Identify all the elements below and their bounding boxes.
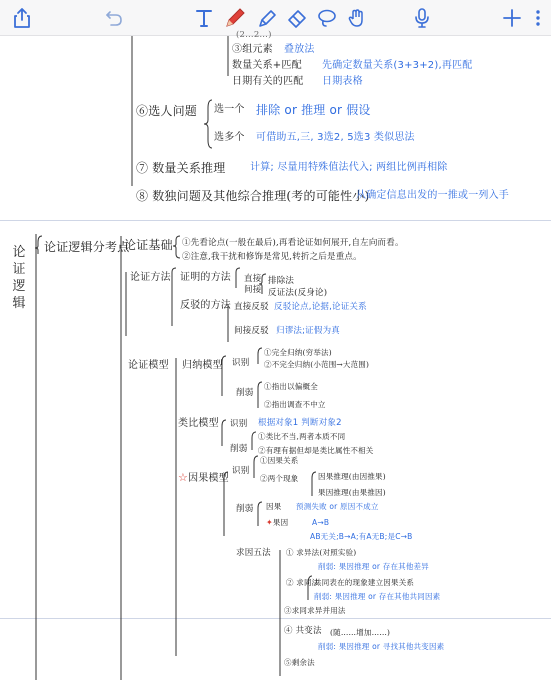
- note-line: ②不完全归纳(小范围→大范围): [264, 360, 370, 369]
- note-line: 日期有关的匹配: [232, 76, 304, 87]
- note-line: 削弱: [236, 504, 254, 514]
- note-line: 共同表在的现象建立因果关系: [314, 578, 415, 587]
- note-line: 直接: [244, 274, 262, 284]
- note-annotation: 先确定数量关系(3+3+2),再匹配: [322, 60, 473, 71]
- note-line: 间接: [244, 285, 262, 295]
- note-line: ☆因果模型: [178, 471, 229, 484]
- note-line: 选多个: [214, 132, 245, 143]
- undo-icon[interactable]: [100, 4, 128, 32]
- note-line: 求因五法: [236, 548, 271, 558]
- note-heading: 论证逻辑分考点: [44, 240, 130, 254]
- note-line: ②指出调查不中立: [264, 400, 326, 409]
- note-annotation: 预测失败 or 原因不成立: [296, 502, 379, 511]
- note-annotation: AB无关;B→A;有A无B;是C→B: [310, 532, 413, 541]
- microphone-icon[interactable]: [408, 4, 436, 32]
- note-line: ①完全归纳(穷举法): [264, 348, 332, 357]
- note-heading: 论证基础: [124, 238, 173, 252]
- note-heading: ⑧ 数独问题及其他综合推理(考的可能性小): [136, 189, 370, 203]
- note-heading: 论证模型: [128, 360, 169, 371]
- page-rule: [0, 618, 551, 619]
- section-title: 论证逻辑: [12, 245, 26, 311]
- note-line: 反证法(反身论): [268, 288, 328, 298]
- note-line: ③组元素: [232, 44, 273, 55]
- note-heading: 论证方法: [130, 272, 171, 283]
- note-line: (随……增加……): [330, 628, 391, 637]
- note-line: 数量关系+匹配: [232, 60, 302, 71]
- note-annotation: 削弱: 果因推理 or 寻找其他共变因素: [318, 642, 445, 651]
- note-annotation: 根据对象1 判断对象2: [258, 418, 342, 428]
- note-line: 因果推理(由因推果): [318, 472, 386, 481]
- note-line: 反驳的方法: [180, 300, 231, 311]
- note-line: ①类比不当,两者本质不同: [258, 432, 346, 441]
- note-line: 选一个: [214, 104, 245, 115]
- note-annotation: 日期表格: [322, 76, 363, 87]
- note-line: 识别: [232, 358, 250, 368]
- toolbar: [0, 0, 551, 36]
- note-annotation: 叠放法: [284, 44, 315, 55]
- eraser-tool-icon[interactable]: [283, 4, 311, 32]
- note-line: 间接反驳: [234, 326, 269, 336]
- note-line: ✦果因: [266, 518, 289, 527]
- highlighter-tool-icon[interactable]: [253, 4, 281, 32]
- note-line: ①先看论点(一般在最后),再看论证如何展开,自左向而看。: [182, 238, 404, 248]
- note-line: ②注意,我干扰和修饰是常见,转折之后是重点。: [182, 252, 362, 262]
- note-heading: ⑥选人问题: [136, 104, 198, 118]
- note-annotation: 计算; 尽量用特殊值法代入; 两组比例再相除: [250, 162, 448, 173]
- lasso-tool-icon[interactable]: [313, 4, 341, 32]
- note-line: ③求同求异并用法: [284, 606, 346, 615]
- note-annotation: 从确定信息出发的一推或一列入手: [356, 190, 509, 201]
- note-line: ②两个现象: [260, 474, 299, 483]
- note-annotation: A→B: [312, 518, 330, 527]
- note-line: 削弱: [230, 444, 248, 454]
- page-rule: [0, 220, 551, 221]
- note-line: 直接反驳: [234, 302, 269, 312]
- note-line: 识别: [230, 419, 248, 429]
- note-line: ①指出以偏概全: [264, 382, 318, 391]
- note-line: 归纳模型: [182, 360, 223, 371]
- note-line: ①因果关系: [260, 456, 299, 465]
- note-annotation: 排除 or 推理 or 假设: [256, 103, 371, 117]
- note-line: 果因推理(由果推因): [318, 488, 386, 497]
- note-line: ② 求同法: [286, 578, 320, 587]
- note-annotation: 反驳论点,论据,论证关系: [274, 302, 367, 312]
- plus-icon[interactable]: [498, 4, 526, 32]
- note-heading: ⑦ 数量关系推理: [136, 161, 226, 175]
- note-annotation: 可借助五,三, 3选2, 5选3 类似思法: [256, 132, 415, 143]
- note-annotation: 归谬法;证假为真: [276, 326, 340, 336]
- note-line: 类比模型: [178, 418, 219, 429]
- note-line: 识别: [232, 466, 250, 476]
- note-annotation: 削弱: 果因推理 or 存在其他共同因素: [314, 592, 441, 601]
- text-tool-icon[interactable]: [190, 4, 218, 32]
- more-icon[interactable]: [527, 4, 549, 32]
- note-line: ④ 共变法: [284, 626, 322, 636]
- note-line: ②有理有据但却是类比属性不相关: [258, 446, 374, 455]
- note-line: (2…2…): [236, 30, 272, 40]
- note-line: 证明的方法: [180, 272, 231, 283]
- note-line: ① 求异法(对照实验): [286, 548, 357, 557]
- star-icon: ☆: [178, 471, 189, 484]
- note-line: 削弱: [236, 388, 254, 398]
- note-line: 排除法: [268, 276, 295, 286]
- hand-tool-icon[interactable]: [343, 4, 371, 32]
- share-icon[interactable]: [8, 4, 36, 32]
- note-line: 因果: [266, 502, 282, 511]
- note-canvas[interactable]: [0, 30, 551, 680]
- pen-tool-icon[interactable]: [221, 4, 249, 32]
- star-icon: ✦: [266, 518, 273, 527]
- note-annotation: 削弱: 果因推理 or 存在其他差异: [318, 562, 429, 571]
- note-line: ⑤剩余法: [284, 658, 315, 667]
